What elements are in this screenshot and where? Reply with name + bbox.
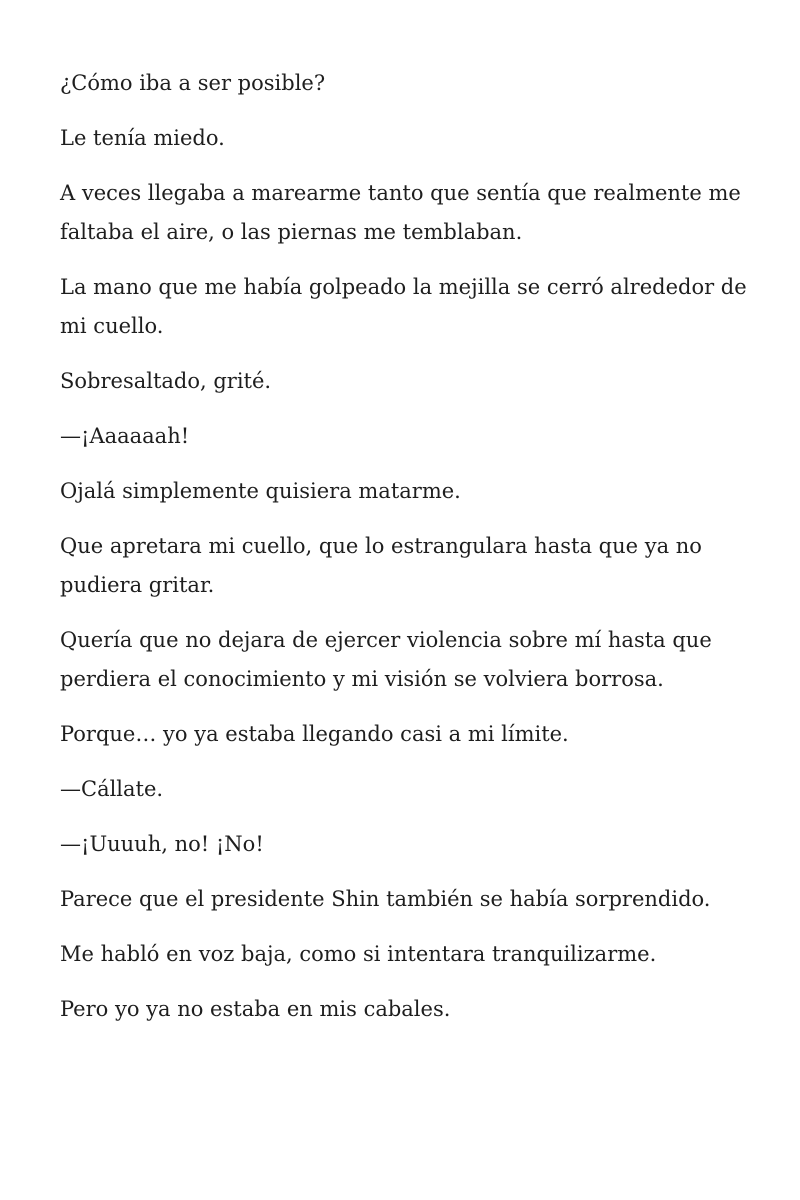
- dialogue-line: —¡Aaaaaah!: [60, 424, 190, 448]
- paragraph: Sobresaltado, grité.: [60, 369, 272, 393]
- paragraph: ¿Cómo iba a ser posible?: [60, 71, 326, 95]
- paragraph: Me habló en voz baja, como si intentara tranquilizarme.: [60, 942, 657, 966]
- dialogue-line: —Cállate.: [60, 777, 164, 801]
- paragraph: Parece que el presidente Shin también se había sorprendido.: [60, 887, 711, 911]
- dialogue-line: —¡Uuuuh, no! ¡No!: [60, 832, 264, 856]
- paragraph: Le tenía miedo.: [60, 126, 225, 150]
- paragraph: Quería que no dejara de ejercer violencia sobre mí hasta que perdiera el conocimiento y mi visión se volviera borrosa.: [60, 628, 712, 691]
- paragraph: Pero yo ya no estaba en mis cabales.: [60, 997, 451, 1021]
- paragraph: La mano que me había golpeado la mejilla se cerró alrededor de mi cuello.: [60, 275, 747, 338]
- paragraph: Porque… yo ya estaba llegando casi a mi límite.: [60, 722, 569, 746]
- paragraph: Que apretara mi cuello, que lo estrangulara hasta que ya no pudiera gritar.: [60, 534, 702, 597]
- paragraph: Ojalá simplemente quisiera matarme.: [60, 479, 461, 503]
- paragraph: A veces llegaba a marearme tanto que sentía que realmente me faltaba el aire, o las piernas me temblaban.: [60, 181, 741, 244]
- reader-page: [60, 64, 750, 1045]
